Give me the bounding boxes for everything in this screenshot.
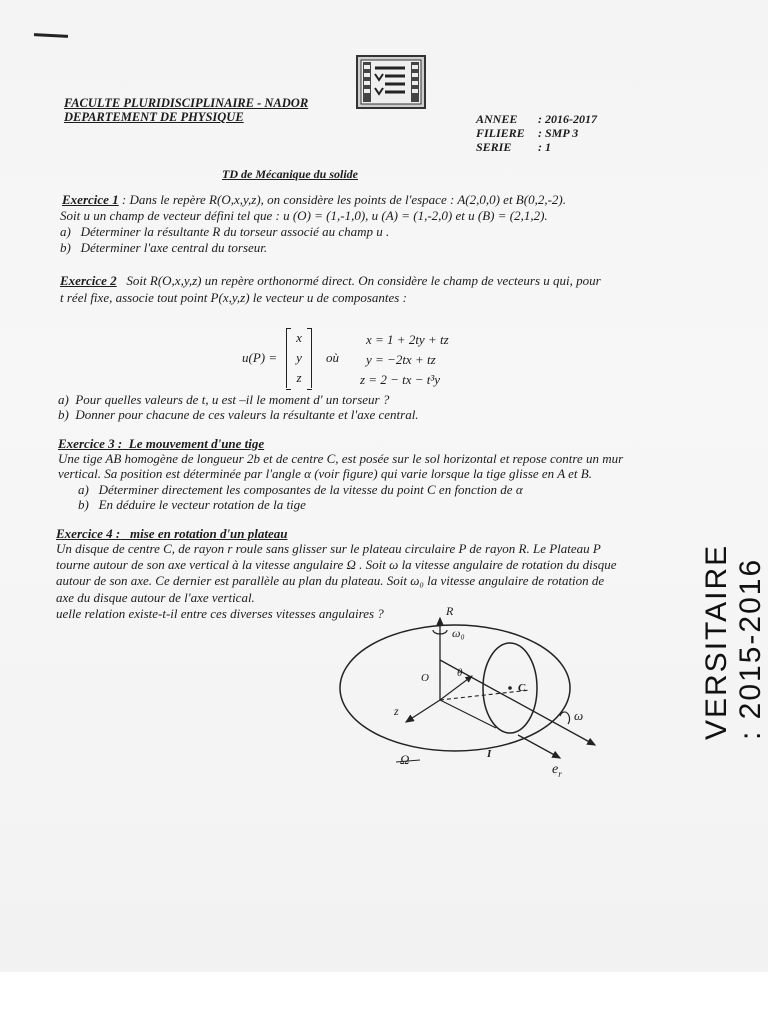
equation-ou: où (326, 350, 339, 365)
exercise-subtitle: mise en rotation d'un plateau (130, 526, 288, 541)
center-point (508, 686, 512, 690)
label-C: C (518, 682, 526, 694)
axis-z-arrow (406, 700, 440, 722)
label-er-subscript: r (558, 768, 562, 779)
question-label: b) (60, 240, 71, 255)
label-er (552, 762, 562, 779)
exercise-heading: Exercice 4 : (56, 526, 121, 541)
label-omega0: ω₀ (452, 626, 465, 640)
exercise-4-line5: uelle relation existe-t-il entre ces diverses vitesses angulaires ? (56, 606, 384, 621)
axis-er-arrow (518, 735, 560, 758)
faculty-name: FACULTE PLURIDISCIPLINAIRE - NADOR (64, 96, 309, 110)
question-label: a) (60, 224, 71, 239)
question-text: Déterminer la résultante R du torseur associé au champ u . (80, 224, 390, 239)
question-label: a) (78, 482, 89, 497)
exercise-1-line1: : Dans le repère R(O,x,y,z), on considère les points de l'espace : A(2,0,0) et B(0,2,-2). (121, 192, 566, 207)
omega-rotation-icon (560, 712, 570, 724)
dashed-line (440, 690, 530, 700)
matrix-z: z (296, 370, 302, 385)
label-er-base: e (552, 762, 559, 777)
serie-label: SERIE (476, 140, 512, 154)
document-title: TD de Mécanique du solide (222, 167, 358, 181)
department-name: DEPARTEMENT DE PHYSIQUE (64, 110, 244, 124)
matrix-y: y (296, 350, 302, 365)
label-z: z (394, 704, 399, 718)
exercise-1-heading: Exercice 1 (62, 192, 119, 207)
equation-2: y = −2tx + tz (366, 352, 436, 367)
label-I: I (487, 748, 492, 760)
label-O: O (421, 672, 429, 684)
watermark-text: VERSITAIRE : 2015-2016 (700, 543, 767, 740)
label-Omega: Ω (400, 752, 410, 767)
exercise-3-line2: vertical. Sa position est déterminée par l'angle α (voir figure) qui varie lorsque la tige glisse en A et B. (58, 466, 592, 481)
question-text: Déterminer directement les composantes de la vitesse du point C en fonction de α (98, 482, 523, 497)
question-label: a) (58, 392, 69, 407)
exercise-4-line3: autour de son axe. Ce dernier est parallèle au plan du plateau. Soit ω₀ la vitesse angulaire de rotation de (56, 573, 605, 588)
exercise-1-line2: Soit u un champ de vecteur défini tel que : u (O) = (1,-1,0), u (A) = (1,-2,0) et u (B) = (2,1,2). (60, 208, 548, 223)
question-text: Déterminer l'axe central du torseur. (80, 240, 268, 255)
annee-label: ANNEE (476, 112, 518, 126)
equation-lhs: u(P) = (242, 350, 278, 365)
plate-ellipse (340, 625, 570, 751)
equation-3: z = 2 − tx − t³y (360, 372, 441, 387)
exercise-heading: Exercice 3 : (58, 436, 123, 451)
label-omega: ω (574, 708, 584, 723)
annee-value: : 2016-2017 (538, 112, 597, 126)
exercise-4-line1: Un disque de centre C, de rayon r roule sans glisser sur le plateau circulaire P de rayon R. Le Plateau P (56, 541, 601, 556)
equation-1: x = 1 + 2ty + tz (366, 332, 449, 347)
exercise-3-line1: Une tige AB homogène de longueur 2b et de centre C, est posée sur le sol horizontal et repose contre un mur (58, 451, 624, 466)
question-text: En déduire le vecteur rotation de la tige (98, 497, 306, 512)
filiere-label: FILIERE (476, 126, 525, 140)
exercise-2-line2: t réel fixe, associe tout point P(x,y,z) le vecteur u de composantes : (60, 290, 407, 305)
theta-arrow (440, 676, 472, 700)
bottom-margin (0, 972, 768, 1024)
exercise-4-line2: tourne autour de son axe vertical à la vitesse angulaire Ω . Soit ω la vitesse angulaire de rotation du disque (56, 557, 617, 572)
question-label: b) (58, 407, 69, 422)
exercise-2-heading: Exercice 2 (60, 273, 117, 288)
question-text: Pour quelles valeurs de t, u est –il le moment d' un torseur ? (75, 392, 390, 407)
label-R: R (446, 604, 454, 618)
question-text: Donner pour chacune de ces valeurs la résultante et l'axe central. (75, 407, 419, 422)
exercise-subtitle: Le mouvement d'une tige (128, 436, 265, 451)
matrix-x: x (296, 330, 302, 345)
question-label: b) (78, 497, 89, 512)
label-theta: θ (457, 667, 463, 679)
exercise-2-line1: Soit R(O,x,y,z) un repère orthonormé direct. On considère le champ de vecteurs u qui, pour (126, 273, 601, 288)
disk-axis-line (440, 660, 595, 745)
filiere-value: : SMP 3 (538, 126, 579, 140)
exercise-4-line4: axe du disque autour de l'axe vertical. (56, 590, 255, 605)
serie-value: : 1 (538, 140, 551, 154)
